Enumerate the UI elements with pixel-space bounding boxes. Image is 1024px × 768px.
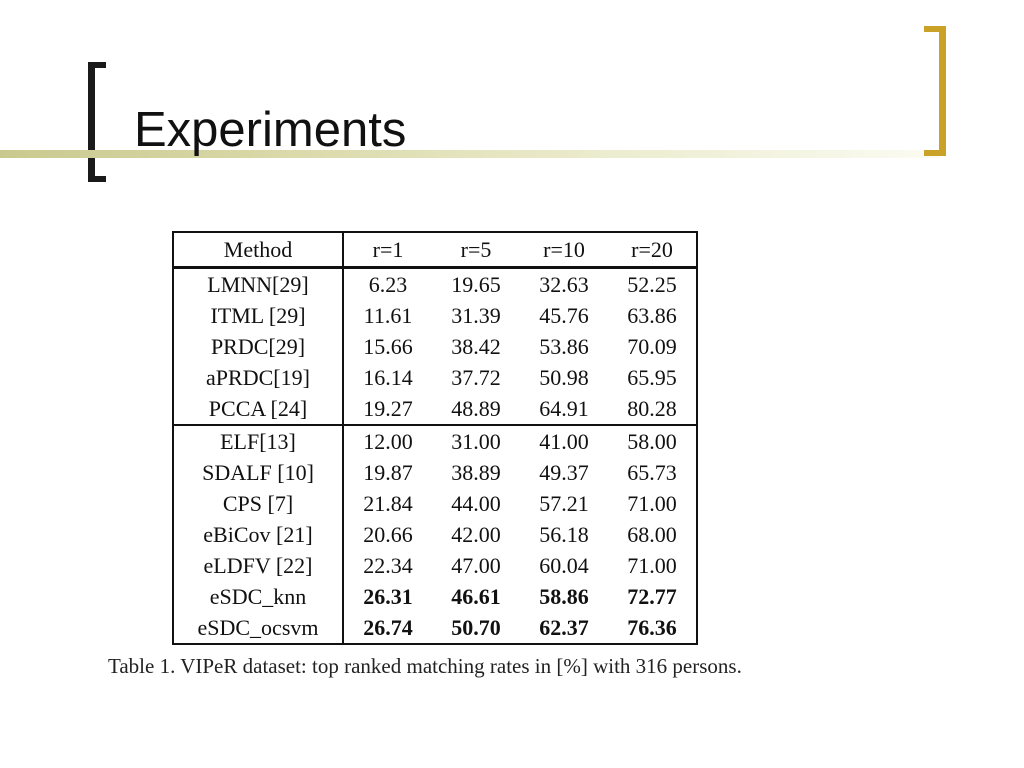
rate-r10-cell: 49.37 <box>539 459 589 485</box>
table-row <box>173 331 697 362</box>
rate-r20-cell: 72.77 <box>608 581 697 612</box>
method-cell: eBiCov [21] <box>173 519 343 550</box>
rate-r10-cell: 53.86 <box>539 333 589 359</box>
method-cell: eSDC_ocsvm <box>173 612 343 644</box>
results-table <box>172 231 698 645</box>
table-row <box>173 519 697 550</box>
rate-r10-cell: 58.86 <box>539 583 589 609</box>
table-group-feature-based <box>173 425 697 644</box>
table-header-row <box>173 232 697 268</box>
rate-r20-cell: 71.00 <box>608 550 697 581</box>
rate-r5-cell: 31.39 <box>451 302 501 328</box>
method-cell: CPS [7] <box>173 488 343 519</box>
rate-r10-cell: 45.76 <box>539 302 589 328</box>
rate-r1-cell: 26.31 <box>363 583 413 609</box>
rate-r20-cell: 68.00 <box>608 519 697 550</box>
rate-r20-cell: 76.36 <box>608 612 697 644</box>
rate-r1-cell: 19.27 <box>363 395 413 421</box>
rate-r10-cell: 41.00 <box>539 428 589 454</box>
rate-r5-cell: 19.65 <box>451 271 501 297</box>
rate-r10-cell: 50.98 <box>539 364 589 390</box>
rate-r20-cell: 71.00 <box>608 488 697 519</box>
table-row <box>173 268 697 301</box>
rate-r20-cell: 63.86 <box>608 300 697 331</box>
table-row-highlighted <box>173 581 697 612</box>
rate-r5-cell: 38.42 <box>451 333 501 359</box>
rate-r10-cell: 62.37 <box>539 614 589 640</box>
rate-r20-cell: 65.95 <box>608 362 697 393</box>
rate-r20-cell: 58.00 <box>608 425 697 457</box>
rate-r5-cell: 47.00 <box>451 552 501 578</box>
rate-r10-cell: 32.63 <box>539 271 589 297</box>
rate-r5-cell: 42.00 <box>451 521 501 547</box>
rate-r1-cell: 19.87 <box>363 459 413 485</box>
method-cell: ELF[13] <box>173 425 343 457</box>
rate-r5-cell: 50.70 <box>451 614 501 640</box>
rate-r5-cell: 44.00 <box>451 490 501 516</box>
column-header-r5: r=5 <box>460 236 492 262</box>
rate-r5-cell: 37.72 <box>451 364 501 390</box>
rate-r5-cell: 31.00 <box>451 428 501 454</box>
rate-r5-cell: 48.89 <box>451 395 501 421</box>
method-cell: eLDFV [22] <box>173 550 343 581</box>
table-row <box>173 550 697 581</box>
rate-r20-cell: 70.09 <box>608 331 697 362</box>
rate-r1-cell: 12.00 <box>363 428 413 454</box>
left-bracket-decoration <box>88 62 106 182</box>
right-bracket-decoration <box>924 26 946 156</box>
rate-r10-cell: 57.21 <box>539 490 589 516</box>
method-cell: LMNN[29] <box>173 268 343 301</box>
rate-r1-cell: 20.66 <box>363 521 413 547</box>
table-row-highlighted <box>173 612 697 644</box>
rate-r1-cell: 6.23 <box>368 271 408 297</box>
method-cell: PCCA [24] <box>173 393 343 425</box>
table-row <box>173 300 697 331</box>
rate-r10-cell: 56.18 <box>539 521 589 547</box>
table-row <box>173 457 697 488</box>
table-group-metric-learning <box>173 268 697 426</box>
table-row <box>173 488 697 519</box>
rate-r10-cell: 60.04 <box>539 552 589 578</box>
rate-r20-cell: 65.73 <box>608 457 697 488</box>
column-header-r1: r=1 <box>372 236 404 262</box>
table-caption: Table 1. VIPeR dataset: top ranked matching rates in [%] with 316 persons. <box>108 654 742 678</box>
table-row <box>173 393 697 425</box>
rate-r1-cell: 22.34 <box>363 552 413 578</box>
table-row <box>173 425 697 457</box>
method-cell: PRDC[29] <box>173 331 343 362</box>
rate-r1-cell: 26.74 <box>363 614 413 640</box>
method-cell: ITML [29] <box>173 300 343 331</box>
column-header-r20: r=20 <box>608 232 697 268</box>
method-cell: eSDC_knn <box>173 581 343 612</box>
rate-r20-cell: 52.25 <box>608 268 697 301</box>
rate-r5-cell: 38.89 <box>451 459 501 485</box>
results-table-container <box>172 231 698 645</box>
rate-r1-cell: 21.84 <box>363 490 413 516</box>
rate-r1-cell: 11.61 <box>363 302 413 328</box>
slide-title: Experiments <box>134 103 407 157</box>
rate-r5-cell: 46.61 <box>451 583 501 609</box>
rate-r10-cell: 64.91 <box>539 395 589 421</box>
rate-r20-cell: 80.28 <box>608 393 697 425</box>
column-header-r10: r=10 <box>543 236 585 262</box>
rate-r1-cell: 15.66 <box>363 333 413 359</box>
rate-r1-cell: 16.14 <box>363 364 413 390</box>
column-header-method: Method <box>173 232 343 268</box>
method-cell: SDALF [10] <box>173 457 343 488</box>
table-row <box>173 362 697 393</box>
method-cell: aPRDC[19] <box>173 362 343 393</box>
